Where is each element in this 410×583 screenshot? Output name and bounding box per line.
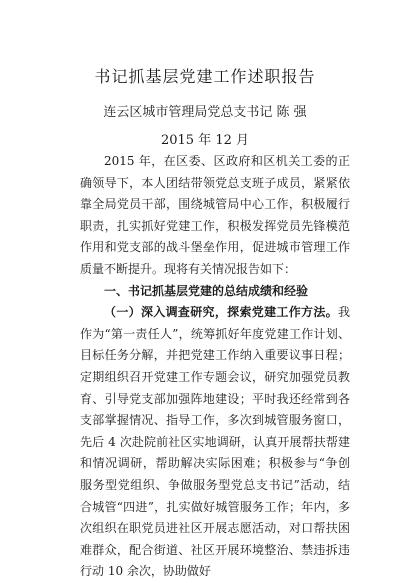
section-paragraph (80, 302, 350, 583)
document-title: 书记抓基层党建工作述职报告 (94, 67, 316, 86)
document-date: 2015 年 12 月 (160, 133, 250, 148)
intro-paragraph: 2015 年，在区委、区政府和区机关工委的正确领导下，本人团结带领党总支班子成员，紧紧依靠全局党员干部，围绕城管局中心工作，积极履行职责，扎实抓好党建工作，积极发挥党员先锋模范作用和党支部的战斗堡垒作用，促进城市管理工作质量不断提升。现将有关情况报告如下： (80, 154, 350, 276)
subsection-text: 我作为“第一责任人”，统筹抓好年度党建工作计划、目标任务分解，并把党建工作纳入重要议事日程；定期组织召开党建工作专题会议，研究加强党员教育、引导党支部加强阵地建设；平时我还经常到各支部掌握情况、指导工作，多次到城管服务窗口，先后 4 次赴院前社区实地调研，认真开展帮扶帮建和情况调研，帮助解决实际困难；积极参与“争创服务型党组织、争做服务型党总支书记”活动，结合城管“四进”，扎实做好城管服务工作；年内，多次组织在职党员进社区开展志愿活动，对口帮扶困难群众，配合街道、社区开展环境整治、禁违拆违行动 10 余次，协助做好 (80, 305, 350, 579)
subsection-title: （一）深入调查研究，探索党建工作方法。 (104, 305, 338, 320)
document-author: 连云区城市管理局党总支书记 陈 强 (103, 105, 307, 120)
document-body (80, 151, 350, 583)
section-heading: 一、书记抓基层党建的总结成绩和经验 (104, 283, 309, 298)
